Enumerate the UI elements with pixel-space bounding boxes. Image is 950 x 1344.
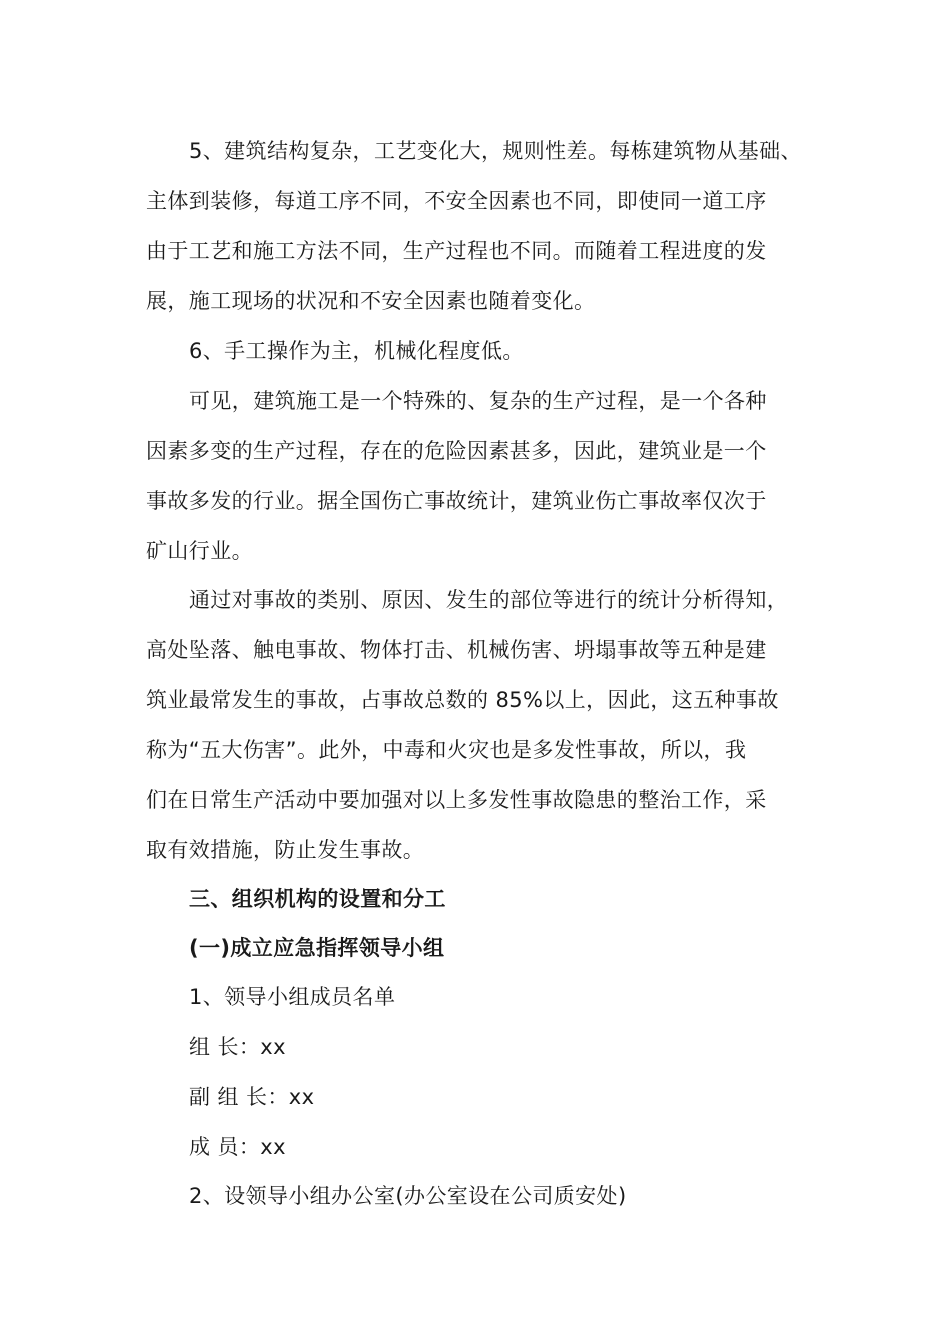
deputy-leader-row: 副 组 长：xx	[189, 1085, 315, 1109]
paragraph-statistics-line-5: 们在日常生产活动中要加强对以上多发性事故隐患的整治工作，采	[146, 788, 767, 812]
paragraph-conclusion-line-1: 可见，建筑施工是一个特殊的、复杂的生产过程，是一个各种	[189, 389, 767, 413]
paragraph-conclusion-line-4: 矿山行业。	[146, 539, 253, 563]
paragraph-5-line-3: 由于工艺和施工方法不同，生产过程也不同。而随着工程进度的发	[146, 239, 767, 263]
paragraph-statistics-line-6: 取有效措施，防止发生事故。	[146, 838, 425, 862]
leader-row: 组 长：xx	[189, 1035, 286, 1059]
paragraph-statistics-line-3: 筑业最常发生的事故，占事故总数的 85%以上，因此，这五种事故	[146, 688, 779, 712]
member-list-heading: 1、领导小组成员名单	[189, 985, 396, 1009]
paragraph-5-line-4: 展，施工现场的状况和不安全因素也随着变化。	[146, 289, 596, 313]
office-heading: 2、设领导小组办公室(办公室设在公司质安处)	[189, 1184, 627, 1208]
paragraph-statistics-line-2: 高处坠落、触电事故、物体打击、机械伤害、坍塌事故等五种是建	[146, 638, 767, 662]
paragraph-statistics-line-1: 通过对事故的类别、原因、发生的部位等进行的统计分析得知，	[189, 588, 789, 612]
paragraph-conclusion-line-2: 因素多变的生产过程，存在的危险因素甚多，因此，建筑业是一个	[146, 439, 767, 463]
paragraph-5-line-2: 主体到装修，每道工序不同，不安全因素也不同，即使同一道工序	[146, 189, 767, 213]
subsection-heading-1: (一)成立应急指挥领导小组	[189, 936, 445, 960]
paragraph-conclusion-line-3: 事故多发的行业。据全国伤亡事故统计，建筑业伤亡事故率仅次于	[146, 489, 767, 513]
paragraph-5-line-1: 5、建筑结构复杂，工艺变化大，规则性差。每栋建筑物从基础、	[189, 139, 802, 163]
section-heading-3: 三、组织机构的设置和分工	[189, 887, 446, 911]
members-row: 成 员：xx	[189, 1135, 286, 1159]
paragraph-6: 6、手工操作为主，机械化程度低。	[189, 339, 524, 363]
paragraph-statistics-line-4: 称为“五大伤害”。此外，中毒和火灾也是多发性事故，所以，我	[146, 738, 747, 762]
